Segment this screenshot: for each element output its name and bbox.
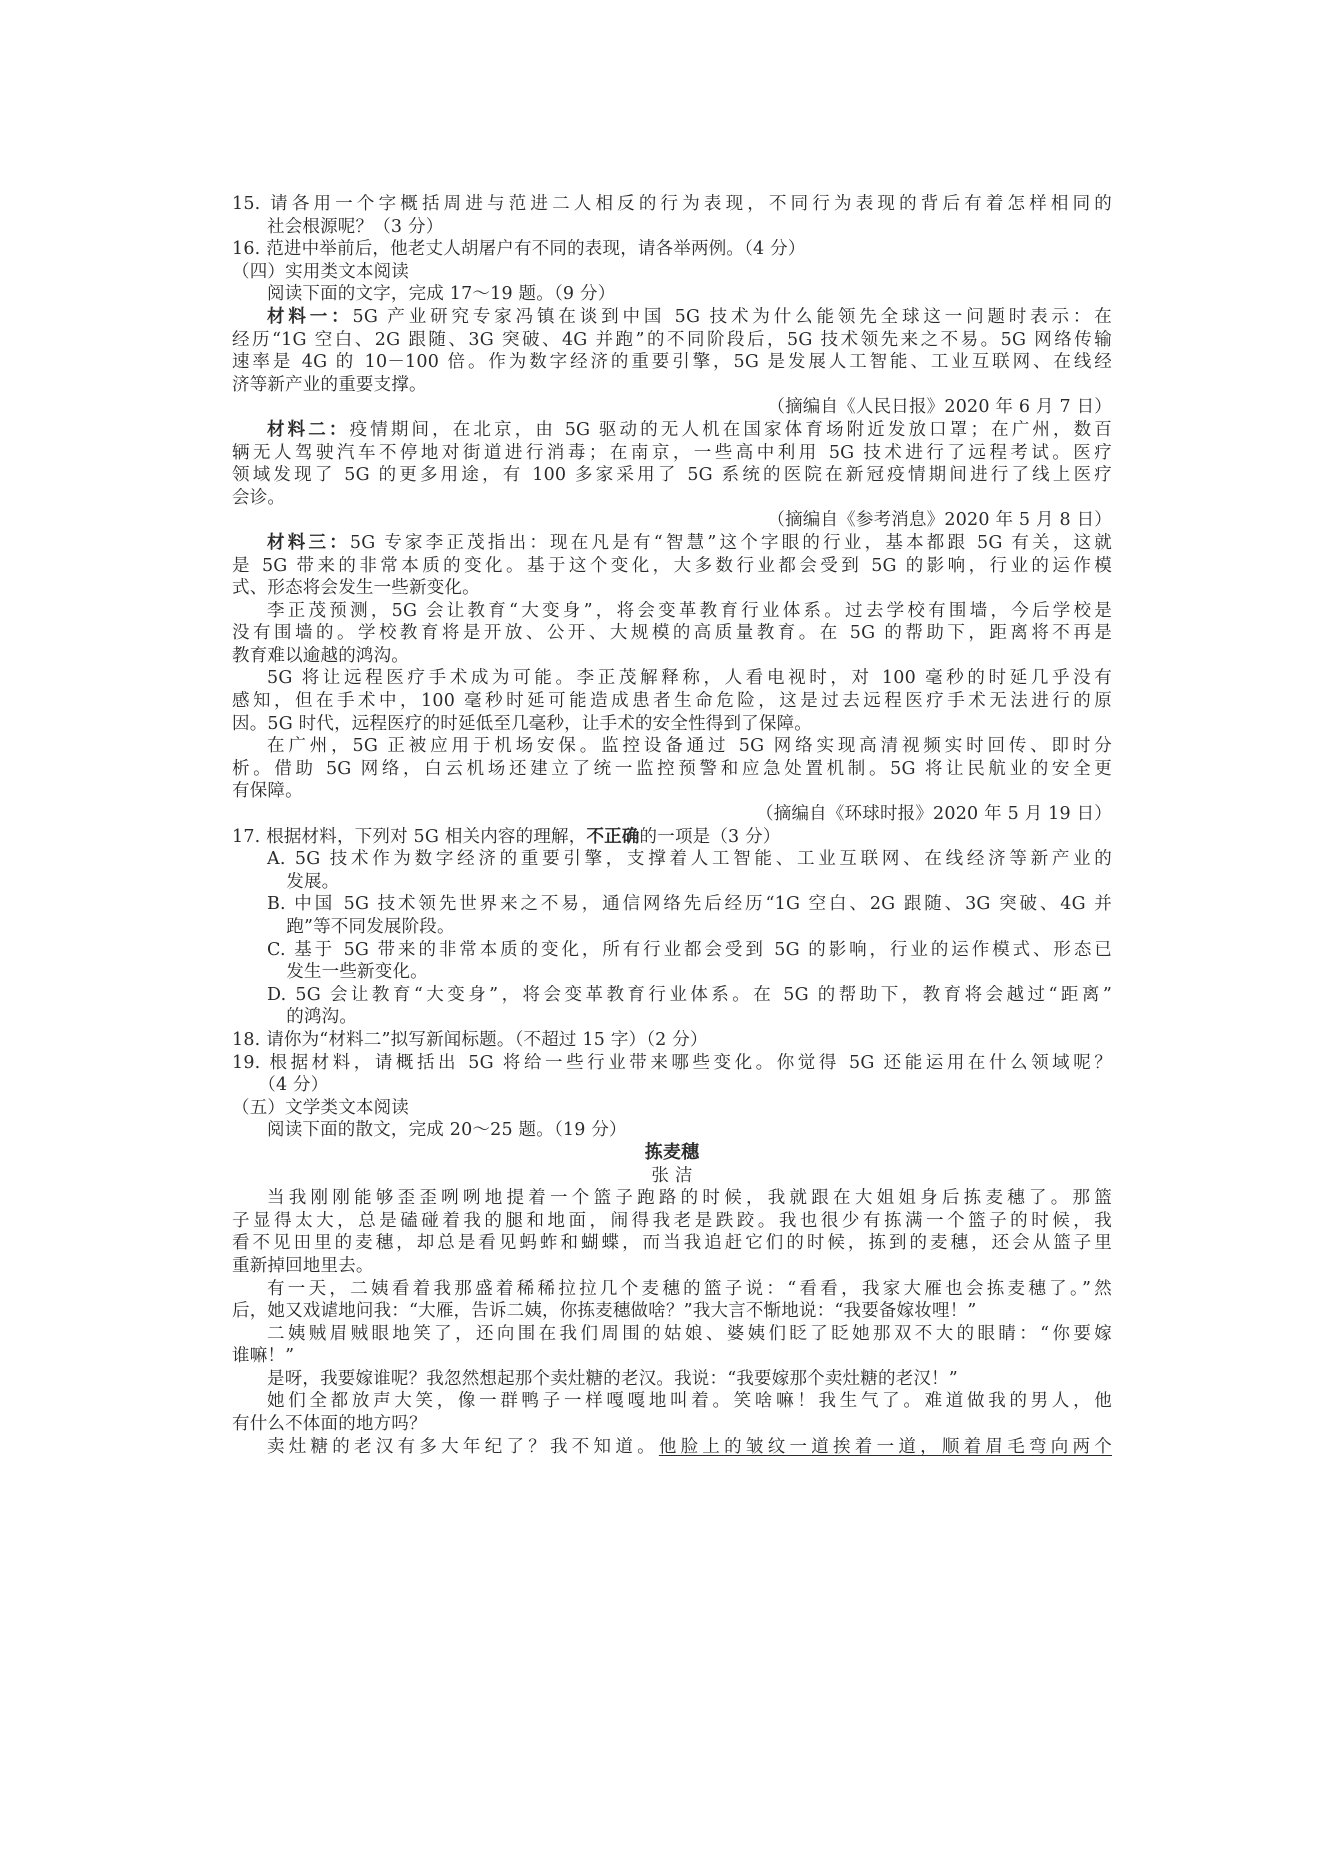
section-4-instruction: 阅读下面的文字，完成 17～19 题。（9 分） bbox=[267, 284, 616, 305]
material-1 bbox=[232, 306, 1112, 419]
material-3-line: 教育难以逾越的鸿沟。 bbox=[232, 645, 409, 666]
question-15-line-2: 社会根源呢？（3 分） bbox=[267, 216, 444, 237]
option-b-line-2: 跑”等不同发展阶段。 bbox=[286, 917, 455, 937]
material-3-line: 感知，但在手术中，100 毫秒时延可能造成患者生命危险，这是过去远程医疗手术无法进行的原 bbox=[232, 691, 1112, 712]
question-17 bbox=[232, 826, 1112, 1029]
question-19-line-1: 19. 根据材料，请概括出 5G 将给一些行业带来哪些变化。你觉得 5G 还能运用在什么领域呢？ bbox=[232, 1052, 1112, 1073]
material-2-line: 疫情期间，在北京，由 5G 驱动的无人机在国家体育场附近发放口罩；在广州，数百 bbox=[349, 419, 1112, 440]
question-19-line-2: （4 分） bbox=[258, 1075, 329, 1096]
material-3 bbox=[232, 532, 1112, 826]
essay-title: 拣麦穗 bbox=[644, 1141, 700, 1163]
option-c-line-1: C. 基于 5G 带来的非常本质的变化，所有行业都会受到 5G 的影响，行业的运作模式、形态已 bbox=[267, 939, 1112, 960]
question-17-emphasis: 不正确 bbox=[586, 826, 640, 847]
section-4-heading: （四）实用类文本阅读 bbox=[232, 261, 409, 282]
material-2-label: 材料二： bbox=[267, 419, 350, 440]
essay-author: 张 洁 bbox=[651, 1165, 693, 1186]
option-a-line-1: A. 5G 技术作为数字经济的重要引擎，支撑着人工智能、工业互联网、在线经济等新产业的 bbox=[267, 849, 1112, 870]
material-2-line: 辆无人驾驶汽车不停地对街道进行消毒；在南京，一些高中利用 5G 技术进行了远程考试。医疗 bbox=[232, 442, 1112, 463]
material-3-source: （摘编自《环球时报》2020 年 5 月 19 日） bbox=[756, 804, 1112, 825]
material-3-line: 式、形态将会发生一些新变化。 bbox=[232, 578, 480, 599]
material-3-label: 材料三： bbox=[267, 532, 350, 553]
material-1-line: 速率是 4G 的 10－100 倍。作为数字经济的重要引擎，5G 是发展人工智能、工业互联网、在线经 bbox=[232, 352, 1112, 373]
material-1-source: （摘编自《人民日报》2020 年 6 月 7 日） bbox=[767, 397, 1112, 418]
question-16: 16. 范进中举前后，他老丈人胡屠户有不同的表现，请各举两例。（4 分） bbox=[232, 239, 806, 260]
option-a-line-2: 发展。 bbox=[286, 871, 340, 892]
question-18: 18. 请你为“材料二”拟写新闻标题。（不超过 15 字）（2 分） bbox=[232, 1029, 708, 1050]
question-17-stem: 17. 根据材料，下列对 5G 相关内容的理解， bbox=[232, 826, 587, 847]
option-d-line-2: 的鸿沟。 bbox=[286, 1007, 358, 1028]
essay-underlined-sentence: 他脸上的皱纹一道挨着一道，顺着眉毛弯向两个 bbox=[658, 1436, 1112, 1457]
option-d-line-1: D. 5G 会让教育“大变身”，将会变革教育行业体系。在 5G 的帮助下，教育将会越过“距离” bbox=[267, 984, 1112, 1005]
material-1-line: 经历“1G 空白、2G 跟随、3G 突破、4G 并跑”的不同阶段后，5G 技术领先来之不易。5G 网络传输 bbox=[232, 329, 1112, 350]
material-3-line: 析。借助 5G 网络，白云机场还建立了统一监控预警和应急处置机制。5G 将让民航业的安全更 bbox=[232, 758, 1112, 779]
section-5-instruction: 阅读下面的散文，完成 20～25 题。（19 分） bbox=[267, 1120, 627, 1141]
material-1-label: 材料一： bbox=[267, 306, 353, 327]
essay-line: 是呀，我要嫁谁呢？我忽然想起那个卖灶糖的老汉。我说：“我要嫁那个卖灶糖的老汉！” bbox=[267, 1368, 958, 1389]
material-3-line: 因。5G 时代，远程医疗的时延低至几毫秒，让手术的安全性得到了保障。 bbox=[232, 713, 812, 734]
material-2-line: 会诊。 bbox=[232, 487, 286, 508]
essay-line: 重新掉回地里去。 bbox=[232, 1255, 374, 1276]
essay-line: 二姨贼眉贼眼地笑了，还向围在我们周围的姑娘、婆姨们眨了眨她那双不大的眼睛：“你要嫁 bbox=[267, 1323, 1112, 1344]
material-1-line: 济等新产业的重要支撑。 bbox=[232, 374, 427, 395]
material-2-line: 领域发现了 5G 的更多用途，有 100 多家采用了 5G 系统的医院在新冠疫情期间进行了线上医疗 bbox=[232, 465, 1112, 486]
exam-page bbox=[232, 193, 1112, 1458]
question-15-line-1: 15. 请各用一个字概括周进与范进二人相反的行为表现，不同行为表现的背后有着怎样相同的 bbox=[232, 194, 1112, 214]
material-3-line: 在广州，5G 正被应用于机场安保。监控设备通过 5G 网络实现高清视频实时回传、即时分 bbox=[267, 736, 1112, 757]
material-3-line: 5G 专家李正茂指出：现在凡是有“智慧”这个字眼的行业，基本都跟 5G 有关，这就 bbox=[349, 532, 1112, 553]
essay-line: 子显得太大，总是磕碰着我的腿和地面，闹得我老是跌跤。我也很少有拣满一个篮子的时候，我 bbox=[232, 1210, 1112, 1231]
option-b-line-1: B. 中国 5G 技术领先世界来之不易，通信网络先后经历“1G 空白、2G 跟随、3G 突破、4G 并 bbox=[267, 894, 1112, 915]
question-15 bbox=[232, 193, 1112, 238]
essay-line: 有一天，二姨看着我那盛着稀稀拉拉几个麦穗的篮子说：“看看，我家大雁也会拣麦穗了。”然 bbox=[267, 1278, 1112, 1299]
option-c-line-2: 发生一些新变化。 bbox=[286, 962, 428, 983]
material-3-line: 没有围墙的。学校教育将是开放、公开、大规模的高质量教育。在 5G 的帮助下，距离将不再是 bbox=[232, 623, 1112, 644]
material-3-line: 5G 将让远程医疗手术成为可能。李正茂解释称，人看电视时，对 100 毫秒的时延几乎没有 bbox=[267, 668, 1112, 689]
essay-line: 她们全都放声大笑，像一群鸭子一样嘎嘎地叫着。笑啥嘛！我生气了。难道做我的男人，他 bbox=[267, 1391, 1112, 1412]
essay-body bbox=[232, 1187, 1112, 1458]
essay-line: 有什么不体面的地方吗？ bbox=[232, 1414, 427, 1435]
essay-line: 当我刚刚能够歪歪咧咧地提着一个篮子跑路的时候，我就跟在大姐姐身后拣麦穗了。那篮 bbox=[267, 1188, 1112, 1209]
section-5-heading: （五）文学类文本阅读 bbox=[232, 1097, 409, 1118]
question-17-stem-end: 的一项是（3 分） bbox=[639, 826, 781, 847]
material-1-line: 5G 产业研究专家冯镇在谈到中国 5G 技术为什么能领先全球这一问题时表示：在 bbox=[352, 306, 1112, 327]
material-2 bbox=[232, 419, 1112, 532]
essay-line: 卖灶糖的老汉有多大年纪了？我不知道。 bbox=[267, 1436, 659, 1457]
material-3-line: 是 5G 带来的非常本质的变化。基于这个变化，大多数行业都会受到 5G 的影响，行业的运作模 bbox=[232, 555, 1112, 576]
essay-line: 看不见田里的麦穗，却总是看见蚂蚱和蝴蝶，而当我追赶它们的时候，拣到的麦穗，还会从篮子里 bbox=[232, 1233, 1112, 1254]
material-2-source: （摘编自《参考消息》2020 年 5 月 8 日） bbox=[767, 510, 1112, 531]
material-3-line: 有保障。 bbox=[232, 781, 303, 802]
essay-line: 后，她又戏谑地问我：“大雁，告诉二姨，你拣麦穗做啥？”我大言不惭地说：“我要备嫁妆哩！” bbox=[232, 1301, 977, 1322]
essay-line: 谁嘛！” bbox=[232, 1346, 295, 1367]
material-3-line: 李正茂预测，5G 会让教育“大变身”，将会变革教育行业体系。过去学校有围墙，今后学校是 bbox=[267, 600, 1112, 621]
